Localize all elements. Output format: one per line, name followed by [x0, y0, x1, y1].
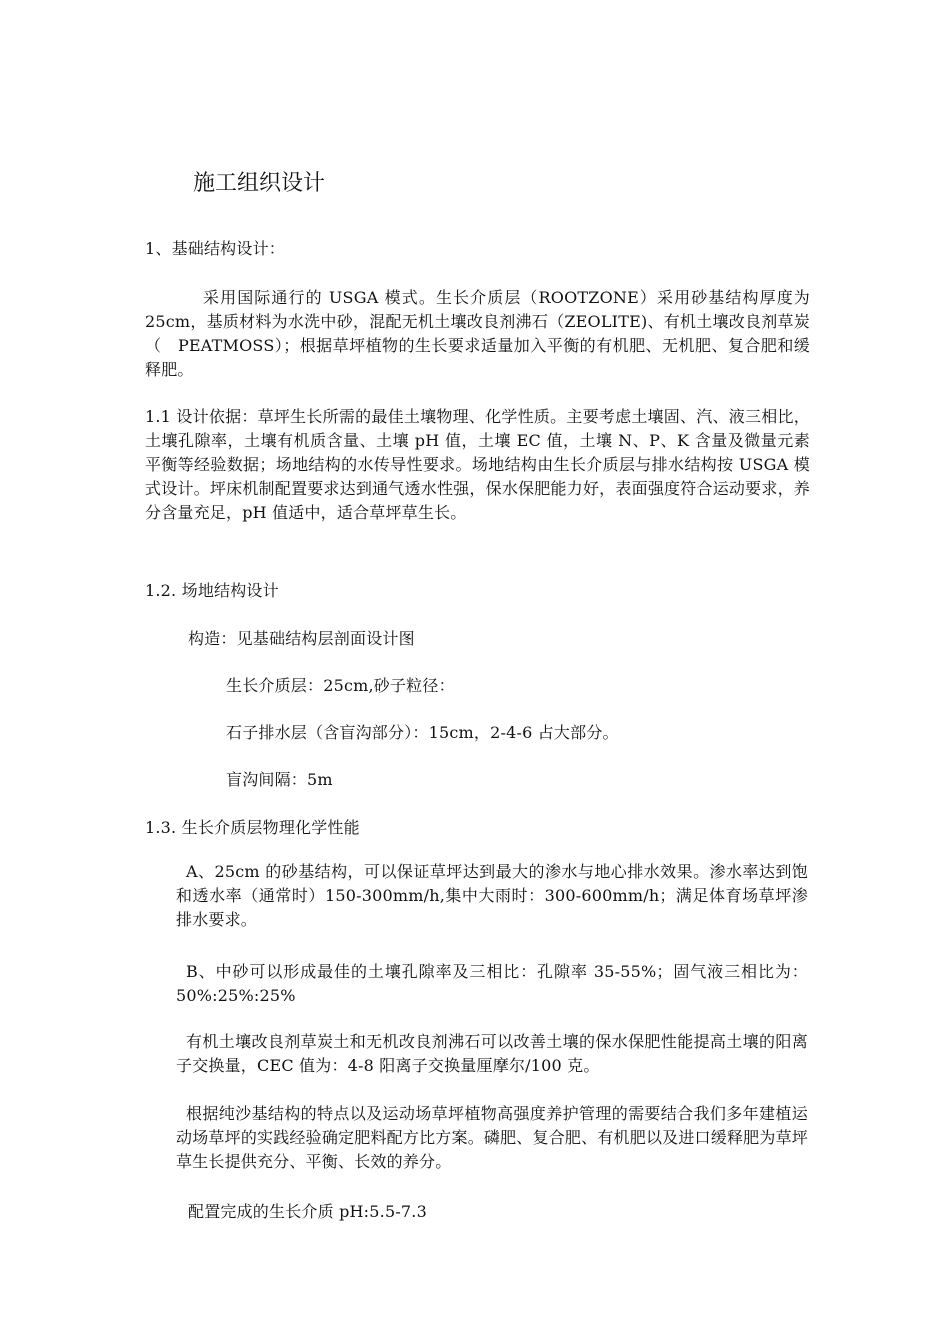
structure-reference: 构造：见基础结构层剖面设计图 [188, 629, 415, 648]
organic-amendment-paragraph: 有机土壤改良剂草炭土和无机改良剂沸石可以改善土壤的保水保肥性能提高土壤的阳离子交换量，CEC 值为：4-8 阳离子交换量厘摩尔/100 克。 [176, 1032, 808, 1075]
growth-layer-line: 生长介质层：25cm,砂子粒径： [226, 676, 455, 695]
fertilizer-paragraph: 根据纯沙基结构的特点以及运动场草坪植物高强度养护管理的需要结合我们多年建植运动场草坪的实践经验确定肥料配方比方案。磷肥、复合肥、有机肥以及进口缓释肥为草坪草生长提供充分、平衡、长效的养分。 [176, 1104, 808, 1171]
gravel-layer-line: 石子排水层（含盲沟部分）：15cm，2-4-6 占大部分。 [226, 723, 619, 742]
section-1-heading: 1、基础结构设计： [145, 239, 285, 258]
item-a-paragraph: A、25cm 的砂基结构，可以保证草坪达到最大的渗水与地心排水效果。渗水率达到饱和透水率（通常时）150-300mm/h,集中大雨时：300-600mm/h；满足体育场草坪渗排水要求。 [176, 862, 808, 929]
section-1-intro-paragraph: 采用国际通行的 USGA 模式。生长介质层（ROOTZONE）采用砂基结构厚度为 25cm，基质材料为水洗中砂，混配无机土壤改良剂沸石（ZEOLITE)、有机土壤改良剂草炭（ PEATMOSS）；根据草坪植物的生长要求适量加入平衡的有机肥、无机肥、复合肥和缓释肥。 [145, 288, 810, 379]
document-title: 施工组织设计 [193, 171, 326, 196]
ditch-spacing-line: 盲沟间隔：5m [226, 770, 333, 789]
ph-range-line: 配置完成的生长介质 pH:5.5-7.3 [188, 1202, 427, 1221]
section-1-2-heading: 1.2. 场地结构设计 [145, 581, 279, 600]
section-1-3-heading: 1.3. 生长介质层物理化学性能 [145, 818, 360, 837]
section-1-1-paragraph: 1.1 设计依据：草坪生长所需的最佳土壤物理、化学性质。主要考虑土壤固、汽、液三相比，土壤孔隙率，土壤有机质含量、土壤 pH 值，土壤 EC 值，土壤 N、P、K 含量及微量元素平衡等经验数据；场地结构的水传导性要求。场地结构由生长介质层与排水结构按 USGA 模式设计。坪床机制配置要求达到通气透水性强，保水保肥能力好，表面强度符合运动要求，养分含量充足，pH 值适中，适合草坪草生长。 [145, 407, 810, 522]
item-b-paragraph: B、中砂可以形成最佳的土壤孔隙率及三相比：孔隙率 35-55%；固气液三相比为：50%:25%:25% [176, 962, 808, 1005]
